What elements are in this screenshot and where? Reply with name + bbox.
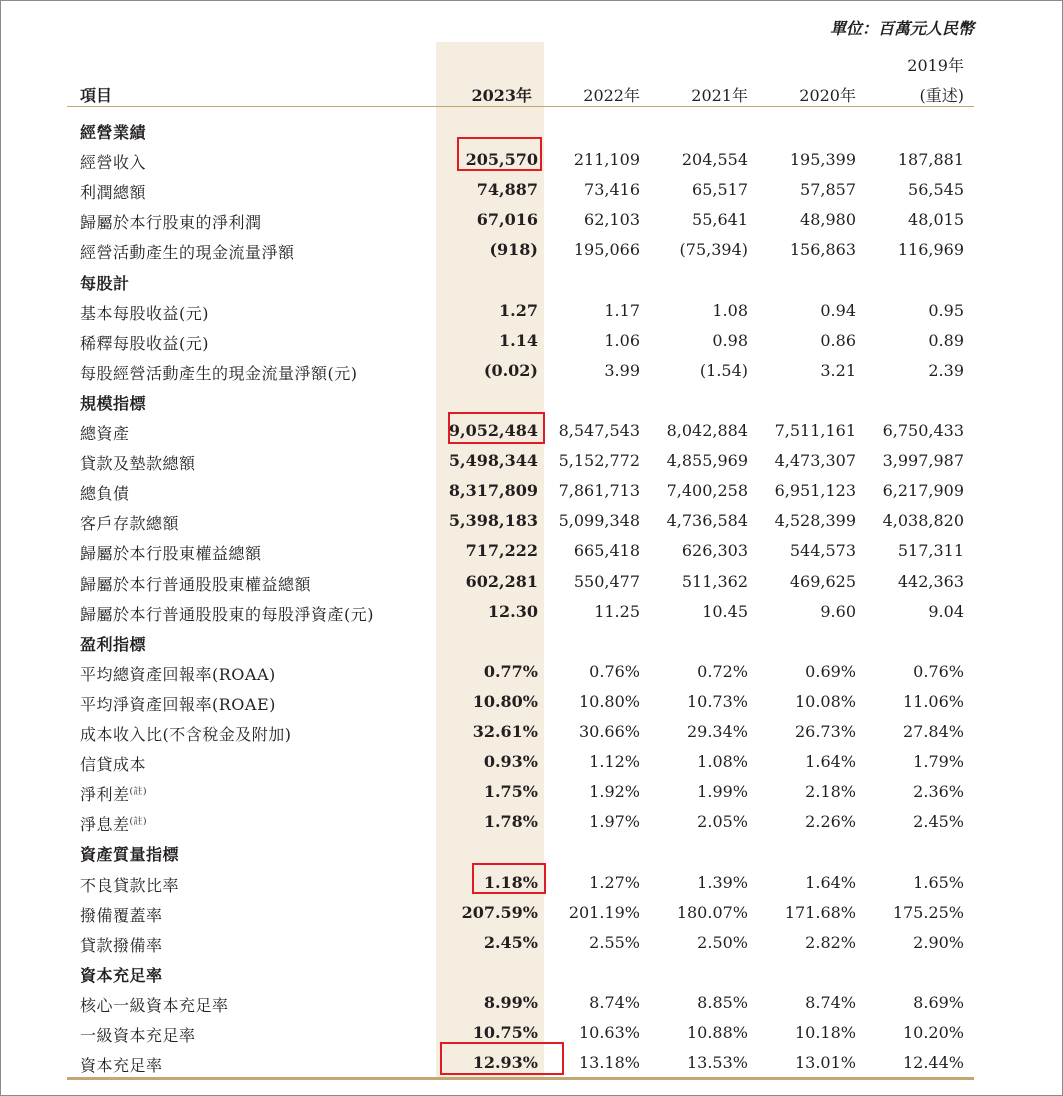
cell-value: 55,641 [692, 210, 748, 229]
cell-value: 2.05% [697, 812, 748, 831]
cell-value: 626,303 [681, 541, 748, 560]
cell-value: 0.89 [928, 331, 964, 350]
bottom-rule [67, 1077, 974, 1080]
header-rule [67, 106, 974, 107]
annotation-box-npl-ratio [472, 863, 546, 894]
row-label: 貸款撥備率 [80, 936, 163, 955]
cell-value: (75,394) [679, 240, 748, 259]
row-label: 利潤總額 [80, 183, 147, 202]
cell-value: 48,980 [800, 210, 856, 229]
cell-value: 442,363 [897, 572, 964, 591]
cell-value: 4,736,584 [666, 511, 748, 530]
table-row [0, 536, 1063, 566]
cell-value: 2.45% [913, 812, 964, 831]
table-row [0, 928, 1063, 958]
cell-value: 3.21 [820, 361, 856, 380]
cell-value: 602,281 [465, 572, 538, 591]
row-label: 不良貸款比率 [80, 876, 180, 895]
cell-value: 8.74% [589, 993, 640, 1012]
cell-value: 10.80% [578, 692, 640, 711]
table-row [0, 747, 1063, 777]
row-label: 信貸成本 [80, 755, 147, 774]
cell-value: 1.99% [697, 782, 748, 801]
cell-value: 5,398,183 [448, 511, 538, 530]
cell-value: 13.53% [686, 1053, 748, 1072]
cell-value: 4,473,307 [774, 451, 856, 470]
cell-value: 1.64% [805, 752, 856, 771]
footnote-marker: (註) [129, 787, 148, 797]
row-label-wrap [80, 782, 147, 805]
row-label: 經營活動產生的現金流量淨額 [80, 243, 295, 262]
row-label-wrap [80, 812, 147, 835]
cell-value: 469,625 [789, 572, 856, 591]
row-label: 淨息差 [80, 815, 130, 834]
row-label: 基本每股收益(元) [80, 304, 209, 323]
row-label: 平均總資產回報率(ROAA) [80, 665, 276, 684]
row-label: 經營業績 [80, 123, 147, 142]
cell-value: 1.92% [589, 782, 640, 801]
row-label: 每股經營活動產生的現金流量淨額(元) [80, 364, 358, 383]
cell-value: 1.27 [499, 301, 538, 320]
table-row [0, 567, 1063, 597]
header-restated: (重述) [919, 86, 964, 105]
cell-value: 1.12% [589, 752, 640, 771]
cell-value: 0.76% [589, 662, 640, 681]
cell-value: 65,517 [692, 180, 748, 199]
cell-value: 73,416 [584, 180, 640, 199]
table-row [0, 326, 1063, 356]
cell-value: 2.26% [805, 812, 856, 831]
cell-value: 32.61% [472, 722, 538, 741]
row-label: 歸屬於本行普通股股東的每股淨資產(元) [80, 605, 374, 624]
cell-value: 1.14 [499, 331, 538, 350]
cell-value: 11.25 [594, 602, 640, 621]
row-label: 總負債 [80, 484, 130, 503]
cell-value: 5,152,772 [558, 451, 640, 470]
row-label: 核心一級資本充足率 [80, 996, 229, 1015]
cell-value: 517,311 [897, 541, 964, 560]
row-label: 資產質量指標 [80, 845, 180, 864]
cell-value: 6,951,123 [774, 481, 856, 500]
header-year-2022: 2022年 [583, 86, 640, 105]
cell-value: 10.73% [686, 692, 748, 711]
cell-value: 10.63% [578, 1023, 640, 1042]
cell-value: 2.45% [483, 933, 538, 952]
cell-value: 27.84% [902, 722, 964, 741]
cell-value: (1.54) [699, 361, 748, 380]
cell-value: 0.72% [697, 662, 748, 681]
cell-value: 175.25% [892, 903, 964, 922]
cell-value: 7,861,713 [558, 481, 640, 500]
cell-value: 187,881 [897, 150, 964, 169]
row-label: 平均淨資產回報率(ROAE) [80, 695, 276, 714]
cell-value: 56,545 [908, 180, 964, 199]
footnote-marker: (註) [129, 817, 148, 827]
cell-value: 29.34% [686, 722, 748, 741]
cell-value: 3,997,987 [882, 451, 964, 470]
annotation-box-capital-adequacy [440, 1042, 564, 1075]
cell-value: 0.76% [913, 662, 964, 681]
cell-value: 1.27% [589, 873, 640, 892]
cell-value: 4,038,820 [882, 511, 964, 530]
cell-value: 1.08% [697, 752, 748, 771]
row-label: 歸屬於本行普通股股東權益總額 [80, 575, 312, 594]
table-row [0, 597, 1063, 627]
row-label: 成本收入比(不含稅金及附加) [80, 725, 292, 744]
cell-value: 0.98 [712, 331, 748, 350]
cell-value: 8.69% [913, 993, 964, 1012]
annotation-box-operating-income [457, 137, 542, 171]
cell-value: 2.18% [805, 782, 856, 801]
cell-value: 180.07% [676, 903, 748, 922]
table-row [0, 175, 1063, 205]
table-row [0, 988, 1063, 1018]
cell-value: 3.99 [604, 361, 640, 380]
annotation-box-total-assets [448, 412, 545, 444]
cell-value: 2.90% [913, 933, 964, 952]
cell-value: 9.04 [928, 602, 964, 621]
row-label: 經營收入 [80, 153, 147, 172]
row-label: 一級資本充足率 [80, 1026, 196, 1045]
header-year-2019: 2019年 [907, 56, 964, 75]
cell-value: 0.94 [820, 301, 856, 320]
section-header [0, 266, 1063, 296]
cell-value: 8.85% [697, 993, 748, 1012]
table-row [0, 296, 1063, 326]
table-row [0, 446, 1063, 476]
table-row [0, 506, 1063, 536]
cell-value: 195,399 [789, 150, 856, 169]
cell-value: 2.36% [913, 782, 964, 801]
header-item: 項目 [80, 86, 113, 105]
table-row [0, 777, 1063, 807]
cell-value: 10.88% [686, 1023, 748, 1042]
cell-value: 2.82% [805, 933, 856, 952]
cell-value: (918) [489, 240, 538, 259]
cell-value: 12.44% [902, 1053, 964, 1072]
row-label: 資本充足率 [80, 1056, 163, 1075]
row-label: 每股計 [80, 274, 130, 293]
cell-value: 0.69% [805, 662, 856, 681]
cell-value: 13.01% [794, 1053, 856, 1072]
cell-value: 4,528,399 [774, 511, 856, 530]
cell-value: 156,863 [789, 240, 856, 259]
cell-value: 10.45 [702, 602, 748, 621]
cell-value: 10.75% [472, 1023, 538, 1042]
cell-value: 0.86 [820, 331, 856, 350]
header-year-2023: 2023年 [471, 86, 532, 105]
cell-value: 6,217,909 [882, 481, 964, 500]
row-label: 盈利指標 [80, 635, 147, 654]
table-row [0, 807, 1063, 837]
cell-value: 4,855,969 [666, 451, 748, 470]
cell-value: 201.19% [568, 903, 640, 922]
table-row [0, 898, 1063, 928]
cell-value: 1.97% [589, 812, 640, 831]
cell-value: 74,887 [476, 180, 538, 199]
table-row [0, 205, 1063, 235]
cell-value: 1.64% [805, 873, 856, 892]
unit-label: 單位：百萬元人民幣 [829, 19, 974, 38]
cell-value: 12.93% [472, 1053, 538, 1072]
cell-value: 544,573 [789, 541, 856, 560]
cell-value: 8,042,884 [666, 421, 748, 440]
cell-value: 10.80% [472, 692, 538, 711]
row-label: 淨利差 [80, 785, 130, 804]
row-label: 歸屬於本行股東權益總額 [80, 544, 262, 563]
cell-value: 1.17 [604, 301, 640, 320]
cell-value: 1.18% [483, 873, 538, 892]
table-row [0, 476, 1063, 506]
section-header [0, 627, 1063, 657]
cell-value: 2.55% [589, 933, 640, 952]
cell-value: 12.30 [487, 602, 538, 621]
cell-value: 1.08 [712, 301, 748, 320]
row-label: 資本充足率 [80, 966, 163, 985]
cell-value: 8.99% [483, 993, 538, 1012]
row-label: 規模指標 [80, 394, 147, 413]
cell-value: 67,016 [476, 210, 538, 229]
cell-value: 171.68% [784, 903, 856, 922]
table-row [0, 687, 1063, 717]
cell-value: 13.18% [578, 1053, 640, 1072]
row-label: 客戶存款總額 [80, 514, 180, 533]
cell-value: 2.50% [697, 933, 748, 952]
cell-value: 1.79% [913, 752, 964, 771]
cell-value: 665,418 [573, 541, 640, 560]
cell-value: 550,477 [573, 572, 640, 591]
cell-value: 6,750,433 [882, 421, 964, 440]
cell-value: 1.75% [483, 782, 538, 801]
cell-value: 10.18% [794, 1023, 856, 1042]
cell-value: 8.74% [805, 993, 856, 1012]
cell-value: 2.39 [928, 361, 964, 380]
cell-value: 8,547,543 [558, 421, 640, 440]
cell-value: 48,015 [908, 210, 964, 229]
row-label: 稀釋每股收益(元) [80, 334, 209, 353]
table-row [0, 235, 1063, 265]
header-year-2021: 2021年 [691, 86, 748, 105]
cell-value: 10.20% [902, 1023, 964, 1042]
cell-value: 26.73% [794, 722, 856, 741]
cell-value: 10.08% [794, 692, 856, 711]
cell-value: (0.02) [483, 361, 538, 380]
cell-value: 205,570 [465, 150, 538, 169]
cell-value: 30.66% [578, 722, 640, 741]
cell-value: 0.95 [928, 301, 964, 320]
cell-value: 7,400,258 [666, 481, 748, 500]
table-row [0, 717, 1063, 747]
cell-value: 1.78% [483, 812, 538, 831]
cell-value: 7,511,161 [774, 421, 856, 440]
table-row [0, 356, 1063, 386]
cell-value: 211,109 [573, 150, 640, 169]
row-label: 總資產 [80, 424, 130, 443]
cell-value: 5,099,348 [558, 511, 640, 530]
cell-value: 1.06 [604, 331, 640, 350]
table-row [0, 657, 1063, 687]
cell-value: 116,969 [897, 240, 964, 259]
cell-value: 0.93% [483, 752, 538, 771]
row-label: 貸款及墊款總額 [80, 454, 196, 473]
cell-value: 717,222 [465, 541, 538, 560]
cell-value: 195,066 [573, 240, 640, 259]
row-label: 撥備覆蓋率 [80, 906, 163, 925]
header-year-2020: 2020年 [799, 86, 856, 105]
cell-value: 8,317,809 [448, 481, 538, 500]
cell-value: 207.59% [461, 903, 538, 922]
cell-value: 204,554 [681, 150, 748, 169]
cell-value: 9.60 [820, 602, 856, 621]
cell-value: 9,052,484 [448, 421, 538, 440]
cell-value: 62,103 [584, 210, 640, 229]
section-header [0, 958, 1063, 988]
cell-value: 0.77% [483, 662, 538, 681]
row-label: 歸屬於本行股東的淨利潤 [80, 213, 262, 232]
cell-value: 511,362 [681, 572, 748, 591]
cell-value: 1.39% [697, 873, 748, 892]
cell-value: 5,498,344 [448, 451, 538, 470]
cell-value: 57,857 [800, 180, 856, 199]
cell-value: 1.65% [913, 873, 964, 892]
cell-value: 11.06% [902, 692, 964, 711]
